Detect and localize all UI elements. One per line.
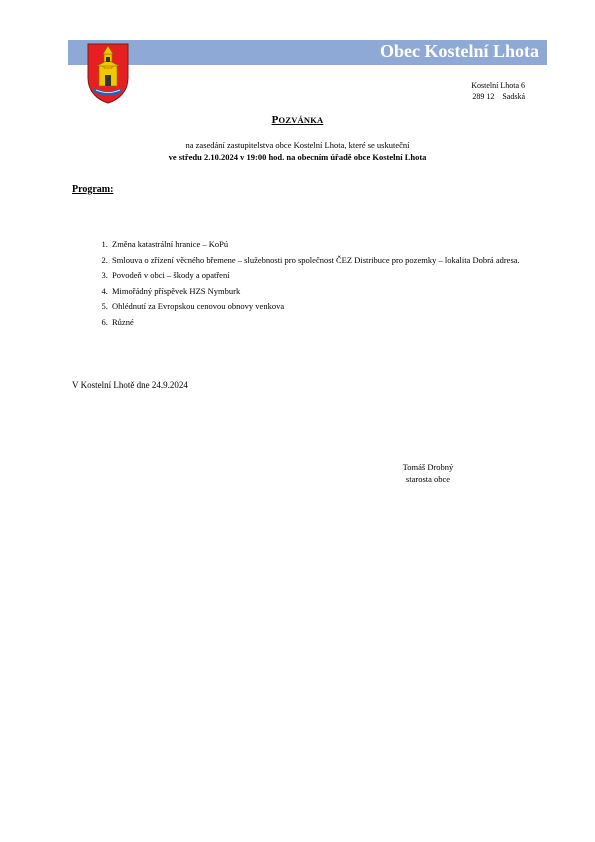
list-item: 1. Změna katastrální hranice – KoPú: [110, 239, 560, 251]
list-item: 5. Ohlédnutí za Evropskou cenovou obnovy venkova: [110, 301, 560, 313]
title-first-letter: P: [271, 114, 279, 126]
document-title: [0, 114, 595, 126]
municipal-coat-of-arms-icon: [86, 42, 130, 104]
title-rest: OZVÁNKA: [278, 115, 324, 125]
address-line: 289 12 Sadská: [472, 92, 525, 101]
program-heading: Program:: [72, 184, 114, 195]
meeting-date-line: ve středu 2.10.2024 v 19:00 hod. na obecním úřadě obce Kostelní Lhota: [168, 151, 427, 162]
list-item: 3. Povodeň v obci – škody a opatření: [110, 270, 560, 282]
address-block: [471, 80, 525, 102]
intro-line: na zasedání zastupitelstva obce Kostelní Lhota, které se uskuteční: [185, 140, 410, 150]
list-item: 4. Mimořádný příspěvek HZS Nymburk: [110, 286, 560, 298]
program-list: [86, 239, 560, 332]
signer-role: starosta obce: [405, 474, 451, 484]
address-line: Kostelní Lhota 6: [471, 81, 525, 90]
date-line: V Kostelní Lhotě dne 24.9.2024: [72, 380, 188, 390]
org-name: Obec Kostelní Lhota: [379, 41, 539, 61]
intro-text: [0, 140, 595, 163]
list-item: 6. Různé: [110, 317, 560, 329]
signer-name: Tomáš Drobný: [402, 462, 454, 472]
header-band: [68, 40, 547, 65]
signature-block: [368, 461, 488, 485]
list-item: 2. Smlouva o zřízení věcného břemene – služebnosti pro společnost ČEZ Distribuce pro pozemky – lokalita Dobrá adresa.: [110, 255, 560, 267]
